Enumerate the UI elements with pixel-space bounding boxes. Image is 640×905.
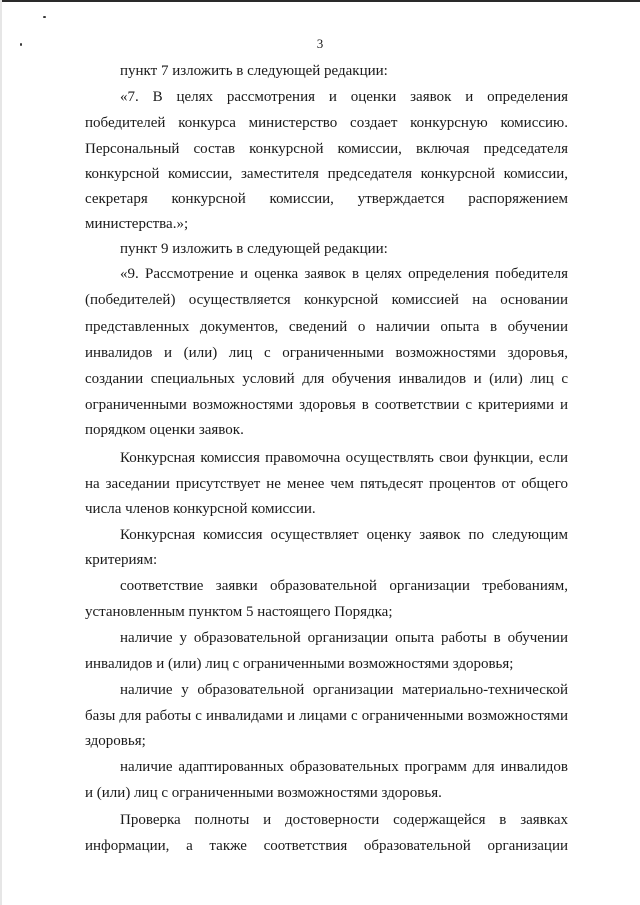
text-line: секретаря конкурсной комиссии, утверждается распоряжением [85,191,568,207]
scan-speck [43,16,46,18]
text-line: пункт 7 изложить в следующей редакции: [120,63,388,79]
page-number: 3 [316,36,324,51]
text-line: соответствие заявки образовательной организации требованиям, [120,578,568,594]
text-line: «7. В целях рассмотрения и оценки заявок и определения [120,89,568,105]
text-line: Персональный состав конкурсной комиссии, включая председателя [85,141,568,157]
text-line: и (или) лиц с ограниченными возможностями здоровья. [85,785,442,801]
text-line: на заседании присутствует не менее чем пятьдесят процентов от общего [85,476,568,492]
text-line: конкурсной комиссии, заместителя председателя конкурсной комиссии, [85,166,568,182]
text-line: (победителей) осуществляется конкурсной комиссией на основании [85,292,568,308]
text-line: Конкурсная комиссия правомочна осуществлять свои функции, если [120,450,568,466]
text-line: базы для работы с инвалидами и лицами с ограниченными возможностями [85,708,568,724]
text-line: наличие адаптированных образовательных программ для инвалидов [120,759,568,775]
text-line: представленных документов, сведений о наличии опыта в обучении [85,319,568,335]
text-line: инвалидов и (или) лиц с ограниченными возможностями здоровья; [85,656,514,672]
text-line: Проверка полноты и достоверности содержащейся в заявках [120,812,568,828]
text-line: установленным пунктом 5 настоящего Порядка; [85,604,393,620]
text-line: инвалидов и (или) лиц с ограниченными возможностями здоровья, [85,345,568,361]
text-line: министерства.»; [85,216,189,232]
text-line: критериям: [85,552,158,568]
text-line: порядком оценки заявок. [85,422,244,438]
text-line: победителей конкурса министерство создает конкурсную комиссию. [85,115,568,131]
text-line: Конкурсная комиссия осуществляет оценку заявок по следующим [120,527,568,543]
scan-edge-left [0,0,2,905]
text-line: информации, а также соответствия образовательной организации [85,838,568,854]
text-line: наличие у образовательной организации материально-технической [120,682,568,698]
text-line: создании специальных условий для обучения инвалидов и (или) лиц с [85,371,568,387]
text-line: числа членов конкурсной комиссии. [85,501,316,517]
text-line: здоровья; [85,733,146,749]
text-line: наличие у образовательной организации опыта работы в обучении [120,630,568,646]
scan-edge-top [0,0,640,2]
text-line: пункт 9 изложить в следующей редакции: [120,241,388,257]
text-line: «9. Рассмотрение и оценка заявок в целях определения победителя [120,266,568,282]
text-line: ограниченными возможностями здоровья в соответствии с критериями и [85,397,568,413]
